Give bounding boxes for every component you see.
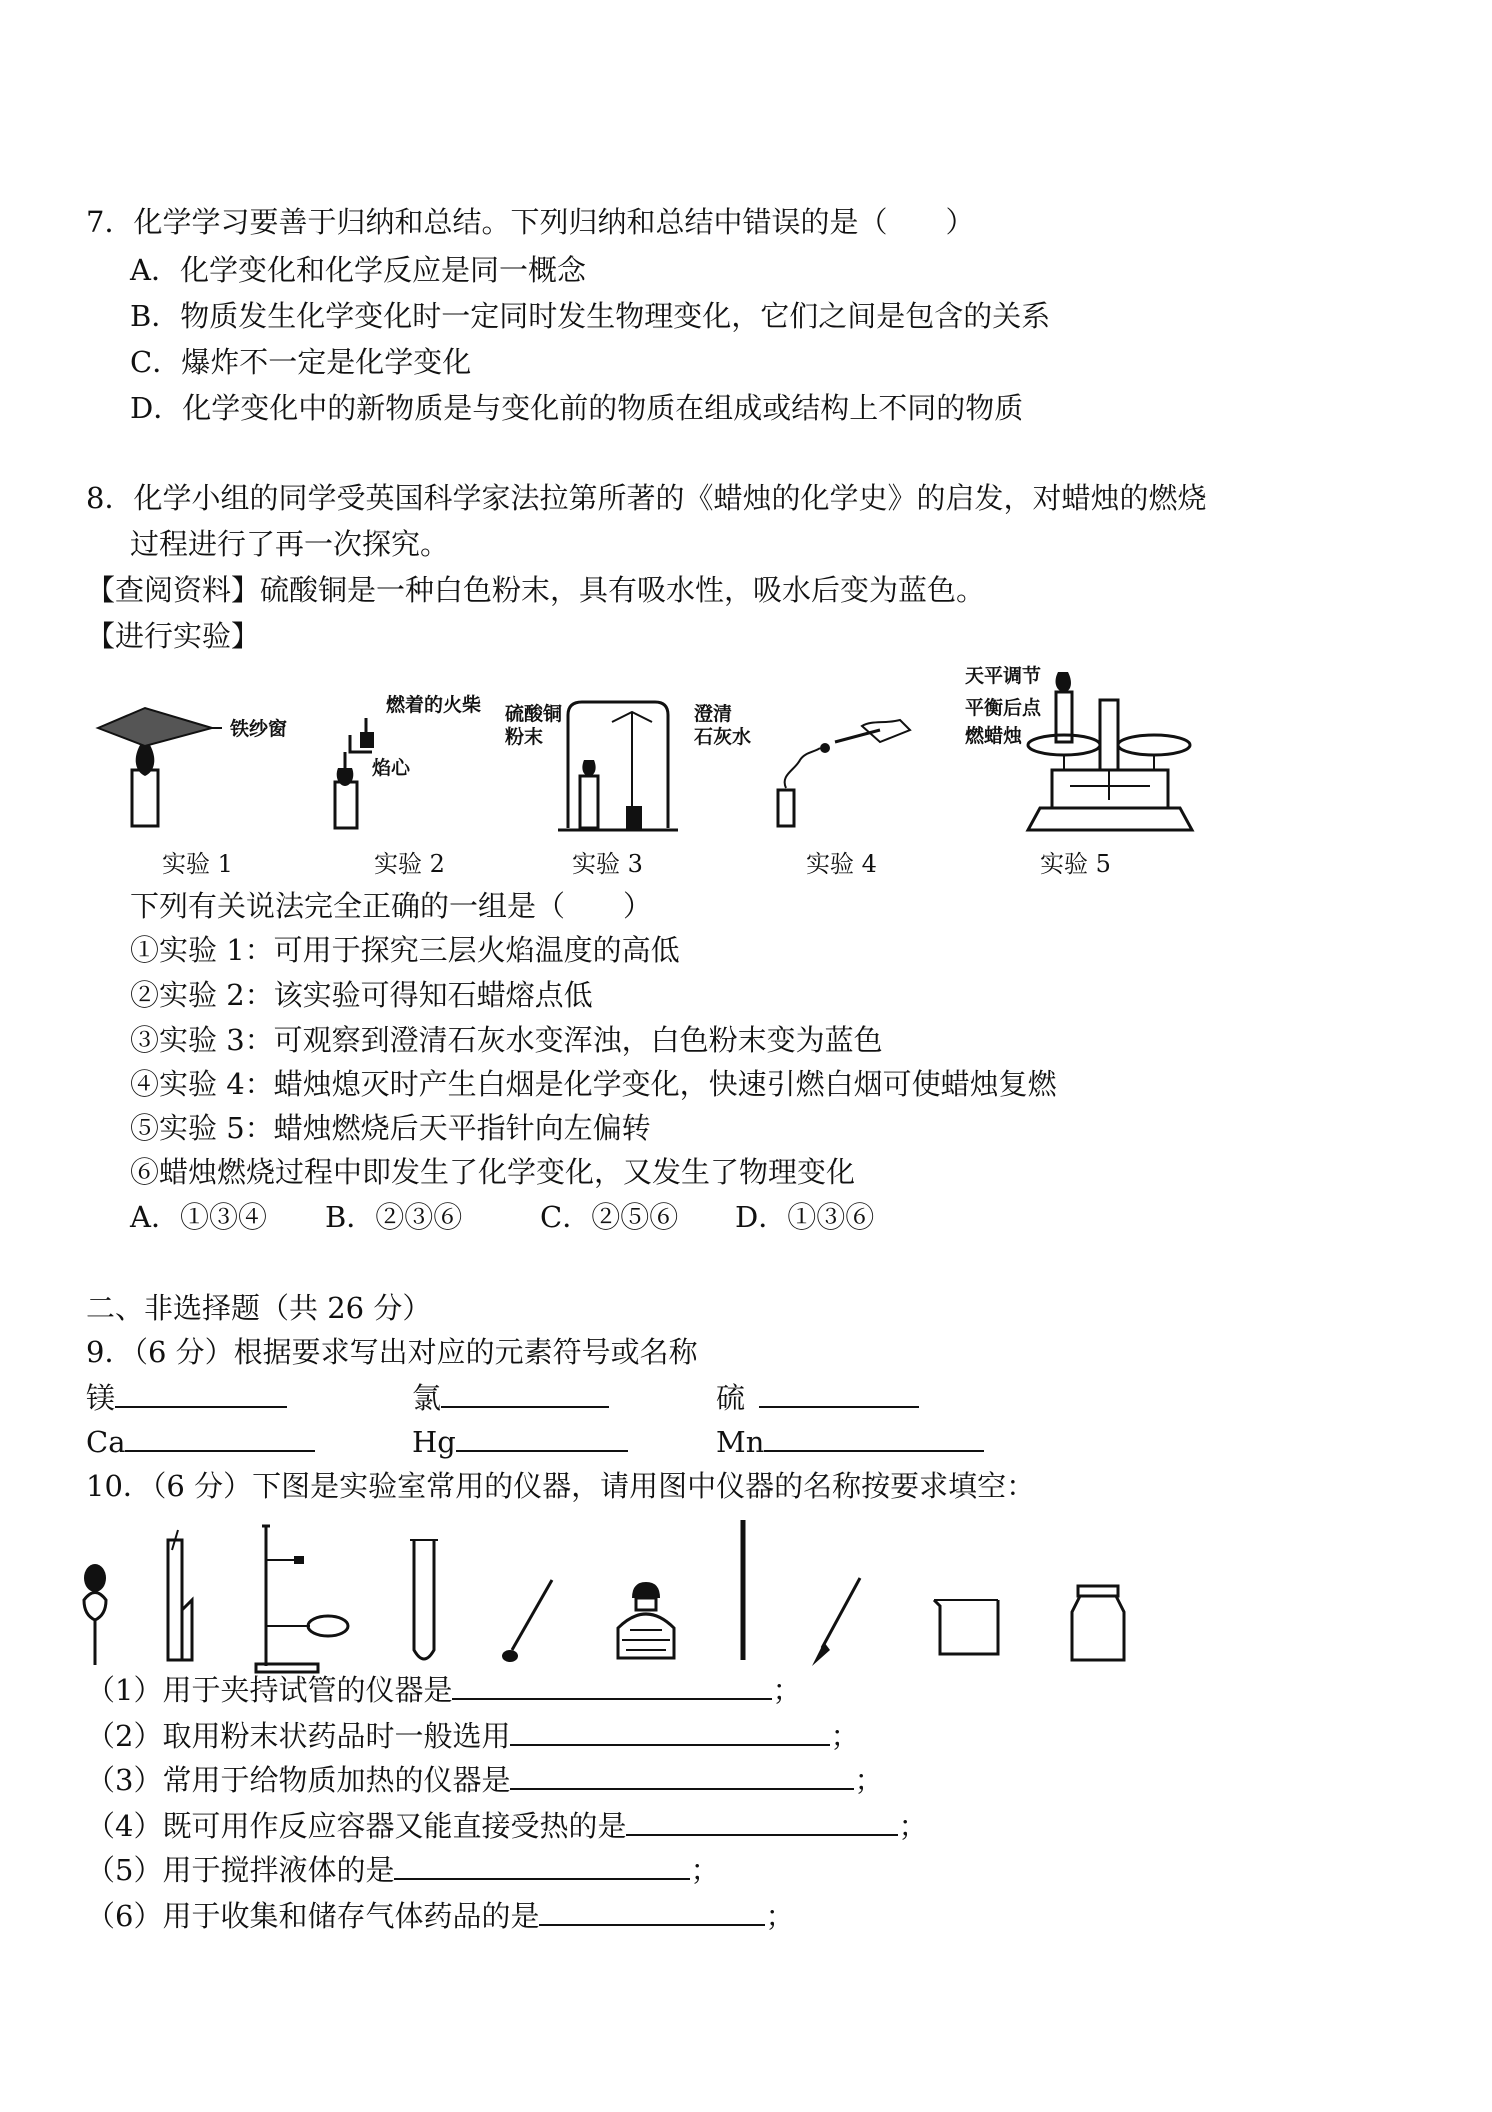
q9-hg-label: Hg xyxy=(412,1425,456,1459)
q9-stem: 9．（6 分）根据要求写出对应的元素符号或名称 xyxy=(86,1335,698,1369)
label-balance-1: 天平调节 xyxy=(965,665,1042,687)
q8-statement-4: ④实验 4：蜡烛熄灭时产生白烟是化学变化，快速引燃白烟可使蜡烛复燃 xyxy=(130,1067,1057,1101)
dropper-drawing xyxy=(84,1564,106,1665)
q9-cl-label: 氯 xyxy=(412,1381,442,1415)
q7-option-a: A．化学变化和化学反应是同一概念 xyxy=(130,253,586,287)
q10-item-1 xyxy=(86,1672,801,1708)
label-copper-sulfate-1: 硫酸铜 xyxy=(505,703,563,725)
q10-item-4-end: ； xyxy=(898,1809,928,1843)
q7-option-d: D．化学变化中的新物质是与变化前的物质在组成或结构上不同的物质 xyxy=(130,391,1024,425)
medicine-spoon-drawing xyxy=(502,1580,552,1662)
q10-item-6 xyxy=(86,1898,794,1934)
q7-option-c: C．爆炸不一定是化学变化 xyxy=(130,345,472,379)
q8-statement-1: ①实验 1：可用于探究三层火焰温度的高低 xyxy=(130,933,680,967)
q8-statement-5: ⑤实验 5：蜡烛燃烧后天平指针向左偏转 xyxy=(130,1111,651,1145)
q9-mn-label: Mn xyxy=(716,1425,765,1459)
alcohol-lamp-drawing xyxy=(618,1582,674,1658)
gas-jar-drawing xyxy=(1072,1586,1124,1660)
label-balance-2: 平衡后点 xyxy=(965,697,1042,719)
label-wick: 焰心 xyxy=(372,757,411,779)
q8-experiment-heading: 【进行实验】 xyxy=(86,619,261,653)
q10-item-1-label: （1）用于夹持试管的仪器是 xyxy=(86,1673,453,1707)
q9-s-label: 硫 xyxy=(716,1381,746,1415)
q10-item-6-label: （6）用于收集和储存气体药品的是 xyxy=(86,1899,540,1933)
q8-choice-b: B．②③⑥ xyxy=(325,1200,463,1234)
section2-title: 二、非选择题（共 26 分） xyxy=(86,1291,432,1325)
label-limewater-2: 石灰水 xyxy=(694,726,752,748)
q10-item-4-label: （4）既可用作反应容器又能直接受热的是 xyxy=(86,1809,627,1843)
q10-item-3-end: ； xyxy=(854,1763,884,1797)
q8-info: 【查阅资料】硫酸铜是一种白色粉末，具有吸水性，吸水后变为蓝色。 xyxy=(86,573,986,607)
test-tube-holder-drawing xyxy=(168,1530,192,1660)
q10-item-5-blank[interactable] xyxy=(394,1852,690,1880)
q10-item-2-blank[interactable] xyxy=(510,1718,830,1746)
test-tube-drawing xyxy=(410,1540,438,1659)
q8-stem-line2: 过程进行了再一次探究。 xyxy=(130,527,450,561)
caption-experiment3: 实验 3 xyxy=(572,850,643,878)
q8-choice-a: A．①③④ xyxy=(130,1200,267,1234)
caption-experiment1: 实验 1 xyxy=(162,850,233,878)
q10-item-3-label: （3）常用于给物质加热的仪器是 xyxy=(86,1763,511,1797)
caption-experiment2: 实验 2 xyxy=(374,850,445,878)
q10-item-2 xyxy=(86,1718,859,1754)
beaker-drawing xyxy=(934,1600,998,1654)
label-limewater-1: 澄清 xyxy=(694,703,733,725)
q8-statement-3: ③实验 3：可观察到澄清石灰水变浑浊，白色粉末变为蓝色 xyxy=(130,1023,883,1057)
pipette-drawing xyxy=(812,1578,860,1666)
q8-statement-6: ⑥蜡烛燃烧过程中即发生了化学变化，又发生了物理变化 xyxy=(130,1155,856,1189)
label-balance-3: 燃蜡烛 xyxy=(965,725,1023,747)
q8-prompt: 下列有关说法完全正确的一组是（ ） xyxy=(130,889,653,923)
label-lit-match: 燃着的火柴 xyxy=(386,694,482,716)
caption-experiment4: 实验 4 xyxy=(806,850,877,878)
label-gauze: 铁纱窗 xyxy=(230,718,288,740)
q8-statement-2: ②实验 2：该实验可得知石蜡熔点低 xyxy=(130,978,593,1012)
q10-item-6-blank[interactable] xyxy=(539,1898,765,1926)
q9-ca-label: Ca xyxy=(86,1425,126,1459)
caption-experiment5: 实验 5 xyxy=(1040,850,1111,878)
q7-stem: 7．化学学习要善于归纳和总结。下列归纳和总结中错误的是（ ） xyxy=(86,205,975,239)
q10-item-4 xyxy=(86,1808,927,1844)
q8-choice-d: D．①③⑥ xyxy=(735,1200,875,1234)
q10-stem: 10．（6 分）下图是实验室常用的仪器，请用图中仪器的名称按要求填空： xyxy=(86,1469,1036,1503)
q10-item-1-end: ； xyxy=(772,1673,802,1707)
q10-item-6-end: ； xyxy=(765,1899,795,1933)
q10-item-2-end: ； xyxy=(830,1719,860,1753)
q10-item-5-end: ； xyxy=(690,1853,720,1887)
q8-choice-c: C．②⑤⑥ xyxy=(540,1200,679,1234)
q9-mg-label: 镁 xyxy=(86,1381,116,1415)
q10-item-5-label: （5）用于搅拌液体的是 xyxy=(86,1853,395,1887)
q10-item-3 xyxy=(86,1762,883,1798)
label-copper-sulfate-2: 粉末 xyxy=(505,726,544,748)
q10-item-2-label: （2）取用粉末状药品时一般选用 xyxy=(86,1719,511,1753)
q10-item-5 xyxy=(86,1852,719,1888)
iron-stand-drawing xyxy=(256,1526,348,1672)
q10-item-3-blank[interactable] xyxy=(510,1762,854,1790)
q10-item-1-blank[interactable] xyxy=(452,1672,772,1700)
q8-stem-line1: 8．化学小组的同学受英国科学家法拉第所著的《蜡烛的化学史》的启发，对蜡烛的燃烧 xyxy=(86,481,1207,515)
q10-item-4-blank[interactable] xyxy=(626,1808,898,1836)
q7-option-b: B．物质发生化学变化时一定同时发生物理变化，它们之间是包含的关系 xyxy=(130,299,1051,333)
